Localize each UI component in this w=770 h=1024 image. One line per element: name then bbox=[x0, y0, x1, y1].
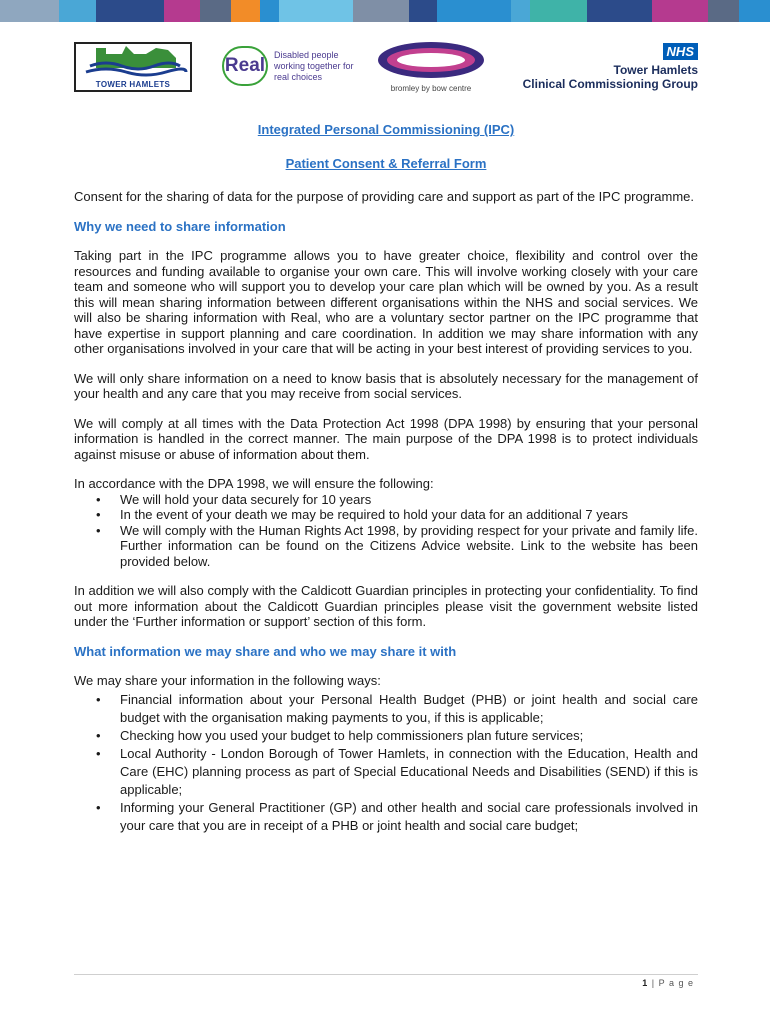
paragraph-dpa-compliance: We will comply at all times with the Data Protection Act 1998 (DPA 1998) by ensuring that your personal information is handled in the correct manner. The main purpose of the DPA 1998 is to protect individuals against misuse or abuse of information about them. bbox=[74, 415, 698, 462]
bromley-by-bow-logo bbox=[372, 40, 490, 96]
topbar-segment bbox=[200, 0, 231, 22]
topbar-segment bbox=[530, 0, 586, 22]
topbar-segment bbox=[260, 0, 280, 22]
topbar-segment bbox=[739, 0, 770, 22]
list-item: • Local Authority - London Borough of Tower Hamlets, in connection with the Education, Health and Care (EHC) planning process as part of Special Educational Needs and Disabilities (SEND) if this is applicable; bbox=[120, 745, 698, 799]
list-item: • We will hold your data securely for 10 years bbox=[120, 492, 698, 508]
document-body bbox=[74, 122, 698, 849]
paragraph-caldicott: In addition we will also comply with the Caldicott Guardian principles in protecting your confidentiality. To find out more information about the Caldicott Guardian principles please visit the government website listed under the ‘Further information or support’ section of this form. bbox=[74, 583, 698, 629]
bromley-by-bow-text: bromley by bow centre bbox=[390, 84, 472, 93]
paragraph-share-ways: We may share your information in the following ways: bbox=[74, 673, 381, 688]
topbar-segment bbox=[59, 0, 96, 22]
paragraph-ipc-programme: Taking part in the IPC programme allows you to have greater choice, flexibility and control over the resources and funding available to organise your own care. This will involve working closely with your care team and someone who will support you to develop your care plan which will be owned by you. As a result this will mean sharing information between different organisations within the NHS and social services. We will also be sharing information with Real, who are a voluntary sector partner on the IPC programme that have expertise in support planning and care coordination. In addition we may share information with any other organisations involved in your care that will be acting in your best interest of providing services to you. bbox=[74, 248, 698, 356]
list-item: • We will comply with the Human Rights Act 1998, by providing respect for your private and family life. Further information can be found on the Citizens Advice website. Link to the website has been provided below. bbox=[120, 523, 698, 570]
tower-hamlets-text: TOWER HAMLETS bbox=[95, 80, 171, 89]
topbar-segment bbox=[164, 0, 201, 22]
list-item: • In the event of your death we may be required to hold your data for an additional 7 years bbox=[120, 507, 698, 523]
topbar-segment bbox=[587, 0, 652, 22]
nhs-org-subtitle: Clinical Commissioning Group bbox=[522, 77, 698, 91]
page-footer bbox=[642, 978, 694, 988]
list-item: • Checking how you used your budget to help commissioners plan future services; bbox=[120, 727, 698, 745]
real-badge: Real bbox=[222, 46, 268, 86]
nhs-logo bbox=[508, 43, 698, 95]
nhs-badge: NHS bbox=[663, 43, 698, 60]
page-number: 1 bbox=[642, 978, 649, 988]
intro-paragraph: Consent for the sharing of data for the purpose of providing care and support as part of the IPC programme. bbox=[74, 189, 695, 204]
topbar-segment bbox=[353, 0, 409, 22]
list-item: • Financial information about your Personal Health Budget (PHB) or joint health and social care budget with the organisation making payments to you, if this is applicable; bbox=[120, 691, 698, 727]
list-item: • Informing your General Practitioner (GP) and other health and social care professionals involved in your care that you are in receipt of a PHB or joint health and social care budget; bbox=[120, 799, 698, 835]
paragraph-need-to-know: We will only share information on a need to know basis that is absolutely necessary for the management of your health and any care that you may receive from social services. bbox=[74, 370, 698, 401]
topbar-segment bbox=[437, 0, 510, 22]
bromley-by-bow-emblem-icon bbox=[376, 40, 486, 80]
footer-divider bbox=[74, 974, 698, 975]
document-title: Integrated Personal Commissioning (IPC) bbox=[257, 122, 515, 137]
real-tagline: Disabled people working together for real choices bbox=[274, 50, 354, 82]
tower-hamlets-emblem-icon bbox=[76, 44, 190, 80]
paragraph-dpa-ensure: In accordance with the DPA 1998, we will ensure the following: bbox=[74, 476, 434, 491]
topbar-segment bbox=[708, 0, 739, 22]
real-logo bbox=[222, 42, 357, 92]
share-ways-list bbox=[74, 691, 698, 835]
section-heading-why-share: Why we need to share information bbox=[74, 218, 286, 234]
topbar-segment bbox=[96, 0, 164, 22]
document-subtitle: Patient Consent & Referral Form bbox=[285, 155, 487, 171]
topbar-segment bbox=[0, 0, 59, 22]
nhs-org-name: Tower Hamlets bbox=[613, 63, 698, 77]
topbar-segment bbox=[652, 0, 708, 22]
top-color-bar bbox=[0, 0, 770, 22]
dpa-list bbox=[74, 492, 698, 570]
topbar-segment bbox=[231, 0, 259, 22]
topbar-segment bbox=[279, 0, 352, 22]
topbar-segment bbox=[409, 0, 437, 22]
section-heading-what-share: What information we may share and who we may share it with bbox=[74, 643, 457, 659]
topbar-segment bbox=[511, 0, 531, 22]
tower-hamlets-logo bbox=[74, 42, 192, 92]
page-label: | P a g e bbox=[651, 978, 694, 988]
logo-row bbox=[0, 38, 770, 98]
